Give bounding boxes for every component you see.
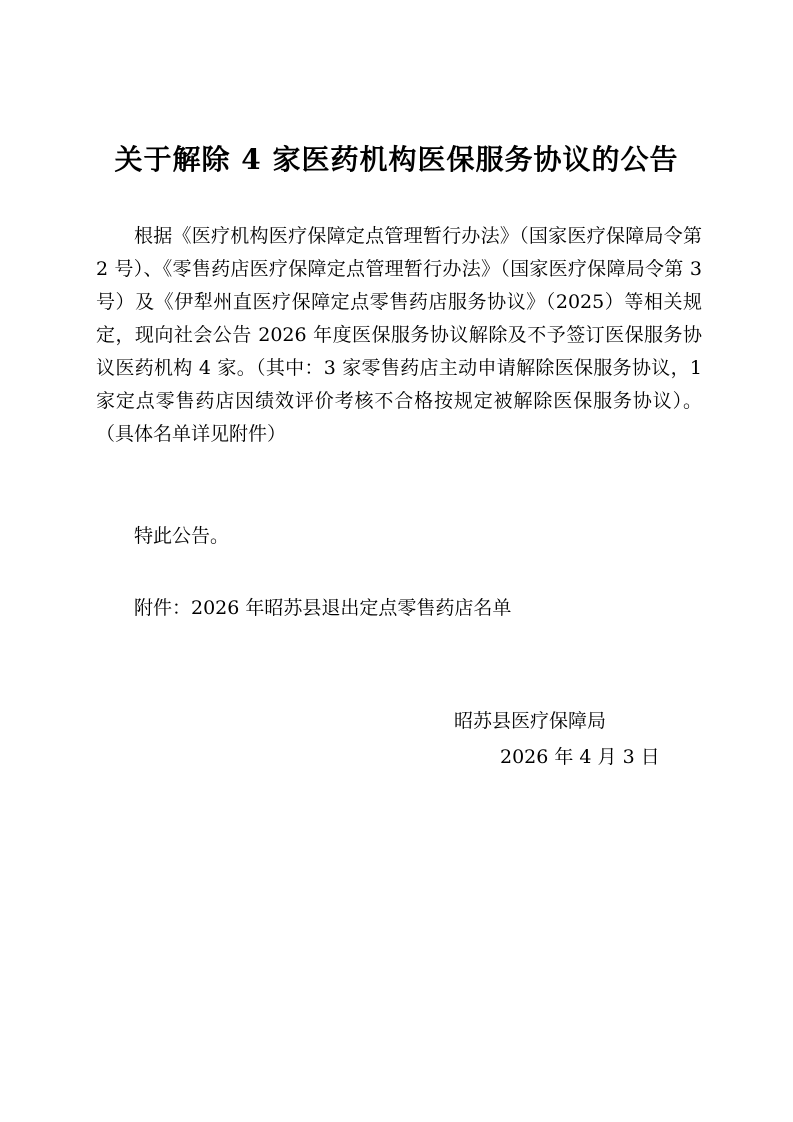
attachment-line: 附件：2026 年昭苏县退出定点零售药店名单 — [134, 597, 512, 619]
issuing-authority: 昭苏县医疗保障局 — [454, 710, 607, 732]
issue-date: 2026 年 4 月 3 日 — [500, 746, 660, 768]
closing-line: 特此公告。 — [134, 525, 230, 547]
body-paragraph: 根据《医疗机构医疗保障定点管理暂行办法》（国家医疗保障局令第 2 号）、《零售药店医疗保障定点管理暂行办法》（国家医疗保障局令第 3 号）及《伊犁州直医疗保障定点零售药店服务协议》（2025）等相关规定，现向社会公告 2026 年度医保服务协议解除及不予签订医保服务协议医药机构 4 家。（其中：3 家零售药店主动申请解除医保服务协议，1 家定点零售药店因绩效评价考核不合格按规定被解除医保服务协议）。（具体名单详见附件） — [96, 225, 702, 445]
document-title: 关于解除 4 家医药机构医保服务协议的公告 — [114, 143, 679, 176]
